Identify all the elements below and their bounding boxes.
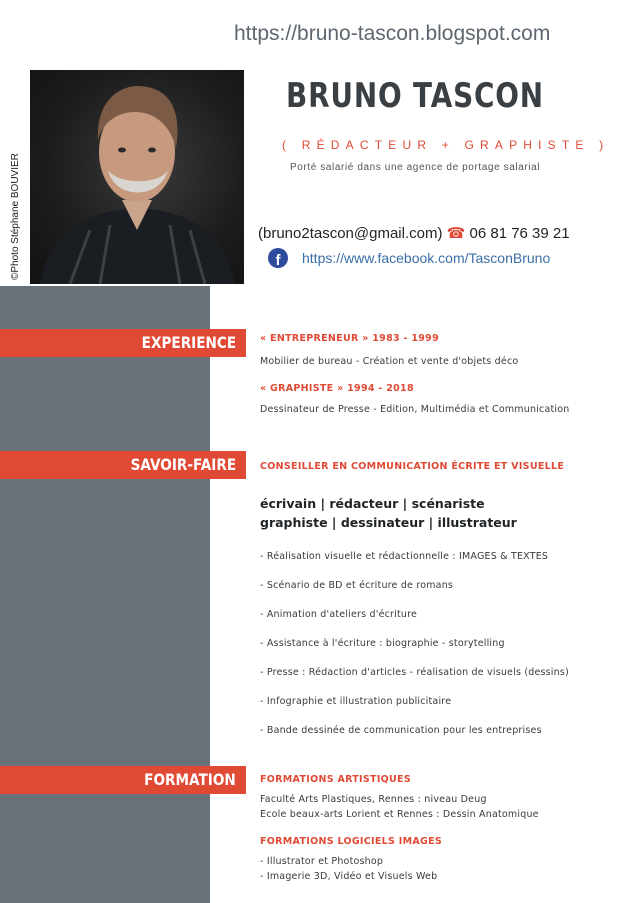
experience-text-2: Dessinateur de Presse - Edition, Multimédia et Communication bbox=[260, 404, 570, 415]
email-link[interactable]: (bruno2tascon@gmail.com) bbox=[258, 225, 443, 242]
job-title: ( RÉDACTEUR + GRAPHISTE ) bbox=[282, 138, 610, 152]
savoir-faire-tab-label: SAVOIR-FAIRE bbox=[130, 455, 236, 474]
skill-item-1: - Réalisation visuelle et rédactionnelle : IMAGES & TEXTES bbox=[260, 551, 549, 562]
person-name: BRUNO TASCON bbox=[286, 76, 544, 116]
skill-item-3: - Animation d'ateliers d'écriture bbox=[260, 609, 418, 620]
skill-item-5: - Presse : Rédaction d'articles - réalisation de visuels (dessins) bbox=[260, 667, 569, 678]
skill-item-4: - Assistance à l'écriture : biographie - storytelling bbox=[260, 638, 505, 649]
roles-line-1: écrivain | rédacteur | scénariste bbox=[260, 496, 485, 511]
skill-item-7: - Bande dessinée de communication pour les entreprises bbox=[260, 725, 542, 736]
software-training-line-1: - Illustrator et Photoshop bbox=[260, 856, 384, 867]
experience-heading-1: « ENTREPRENEUR » 1983 - 1999 bbox=[260, 333, 439, 344]
experience-heading-2: « GRAPHISTE » 1994 - 2018 bbox=[260, 383, 414, 394]
photo-credit: ©Photo Stéphane BOUVIER bbox=[10, 153, 21, 280]
software-training-heading: FORMATIONS LOGICIELS IMAGES bbox=[260, 836, 443, 847]
artistic-training-heading: FORMATIONS ARTISTIQUES bbox=[260, 774, 411, 785]
contact-line bbox=[258, 224, 570, 242]
savoir-faire-heading: CONSEILLER EN COMMUNICATION ÉCRITE ET VISUELLE bbox=[260, 461, 565, 472]
formation-tab bbox=[0, 766, 246, 794]
employment-status: Porté salarié dans une agence de portage salarial bbox=[290, 162, 541, 173]
experience-tab-label: EXPERIENCE bbox=[141, 333, 236, 352]
skill-item-2: - Scénario de BD et écriture de romans bbox=[260, 580, 454, 591]
blog-link[interactable]: https://bruno-tascon.blogspot.com bbox=[234, 22, 551, 45]
experience-text-1: Mobilier de bureau - Création et vente d'objets déco bbox=[260, 356, 519, 367]
phone-icon: ☎ bbox=[446, 225, 466, 242]
phone-number[interactable]: 06 81 76 39 21 bbox=[469, 225, 570, 242]
experience-tab bbox=[0, 329, 246, 357]
formation-tab-label: FORMATION bbox=[144, 770, 236, 789]
artistic-training-line-1: Faculté Arts Plastiques, Rennes : niveau Deug bbox=[260, 794, 487, 805]
software-training-line-2: - Imagerie 3D, Vidéo et Visuels Web bbox=[260, 871, 438, 882]
facebook-line bbox=[268, 247, 550, 269]
savoir-faire-tab bbox=[0, 451, 246, 479]
sidebar-lower bbox=[0, 286, 210, 903]
portrait-photo bbox=[30, 70, 244, 284]
artistic-training-line-2: Ecole beaux-arts Lorient et Rennes : Dessin Anatomique bbox=[260, 809, 539, 820]
facebook-link[interactable]: https://www.facebook.com/TasconBruno bbox=[302, 250, 551, 266]
portrait-illustration bbox=[30, 70, 244, 284]
skill-item-6: - Infographie et illustration publicitaire bbox=[260, 696, 452, 707]
facebook-icon: f bbox=[268, 248, 288, 268]
roles-line-2: graphiste | dessinateur | illustrateur bbox=[260, 515, 517, 530]
